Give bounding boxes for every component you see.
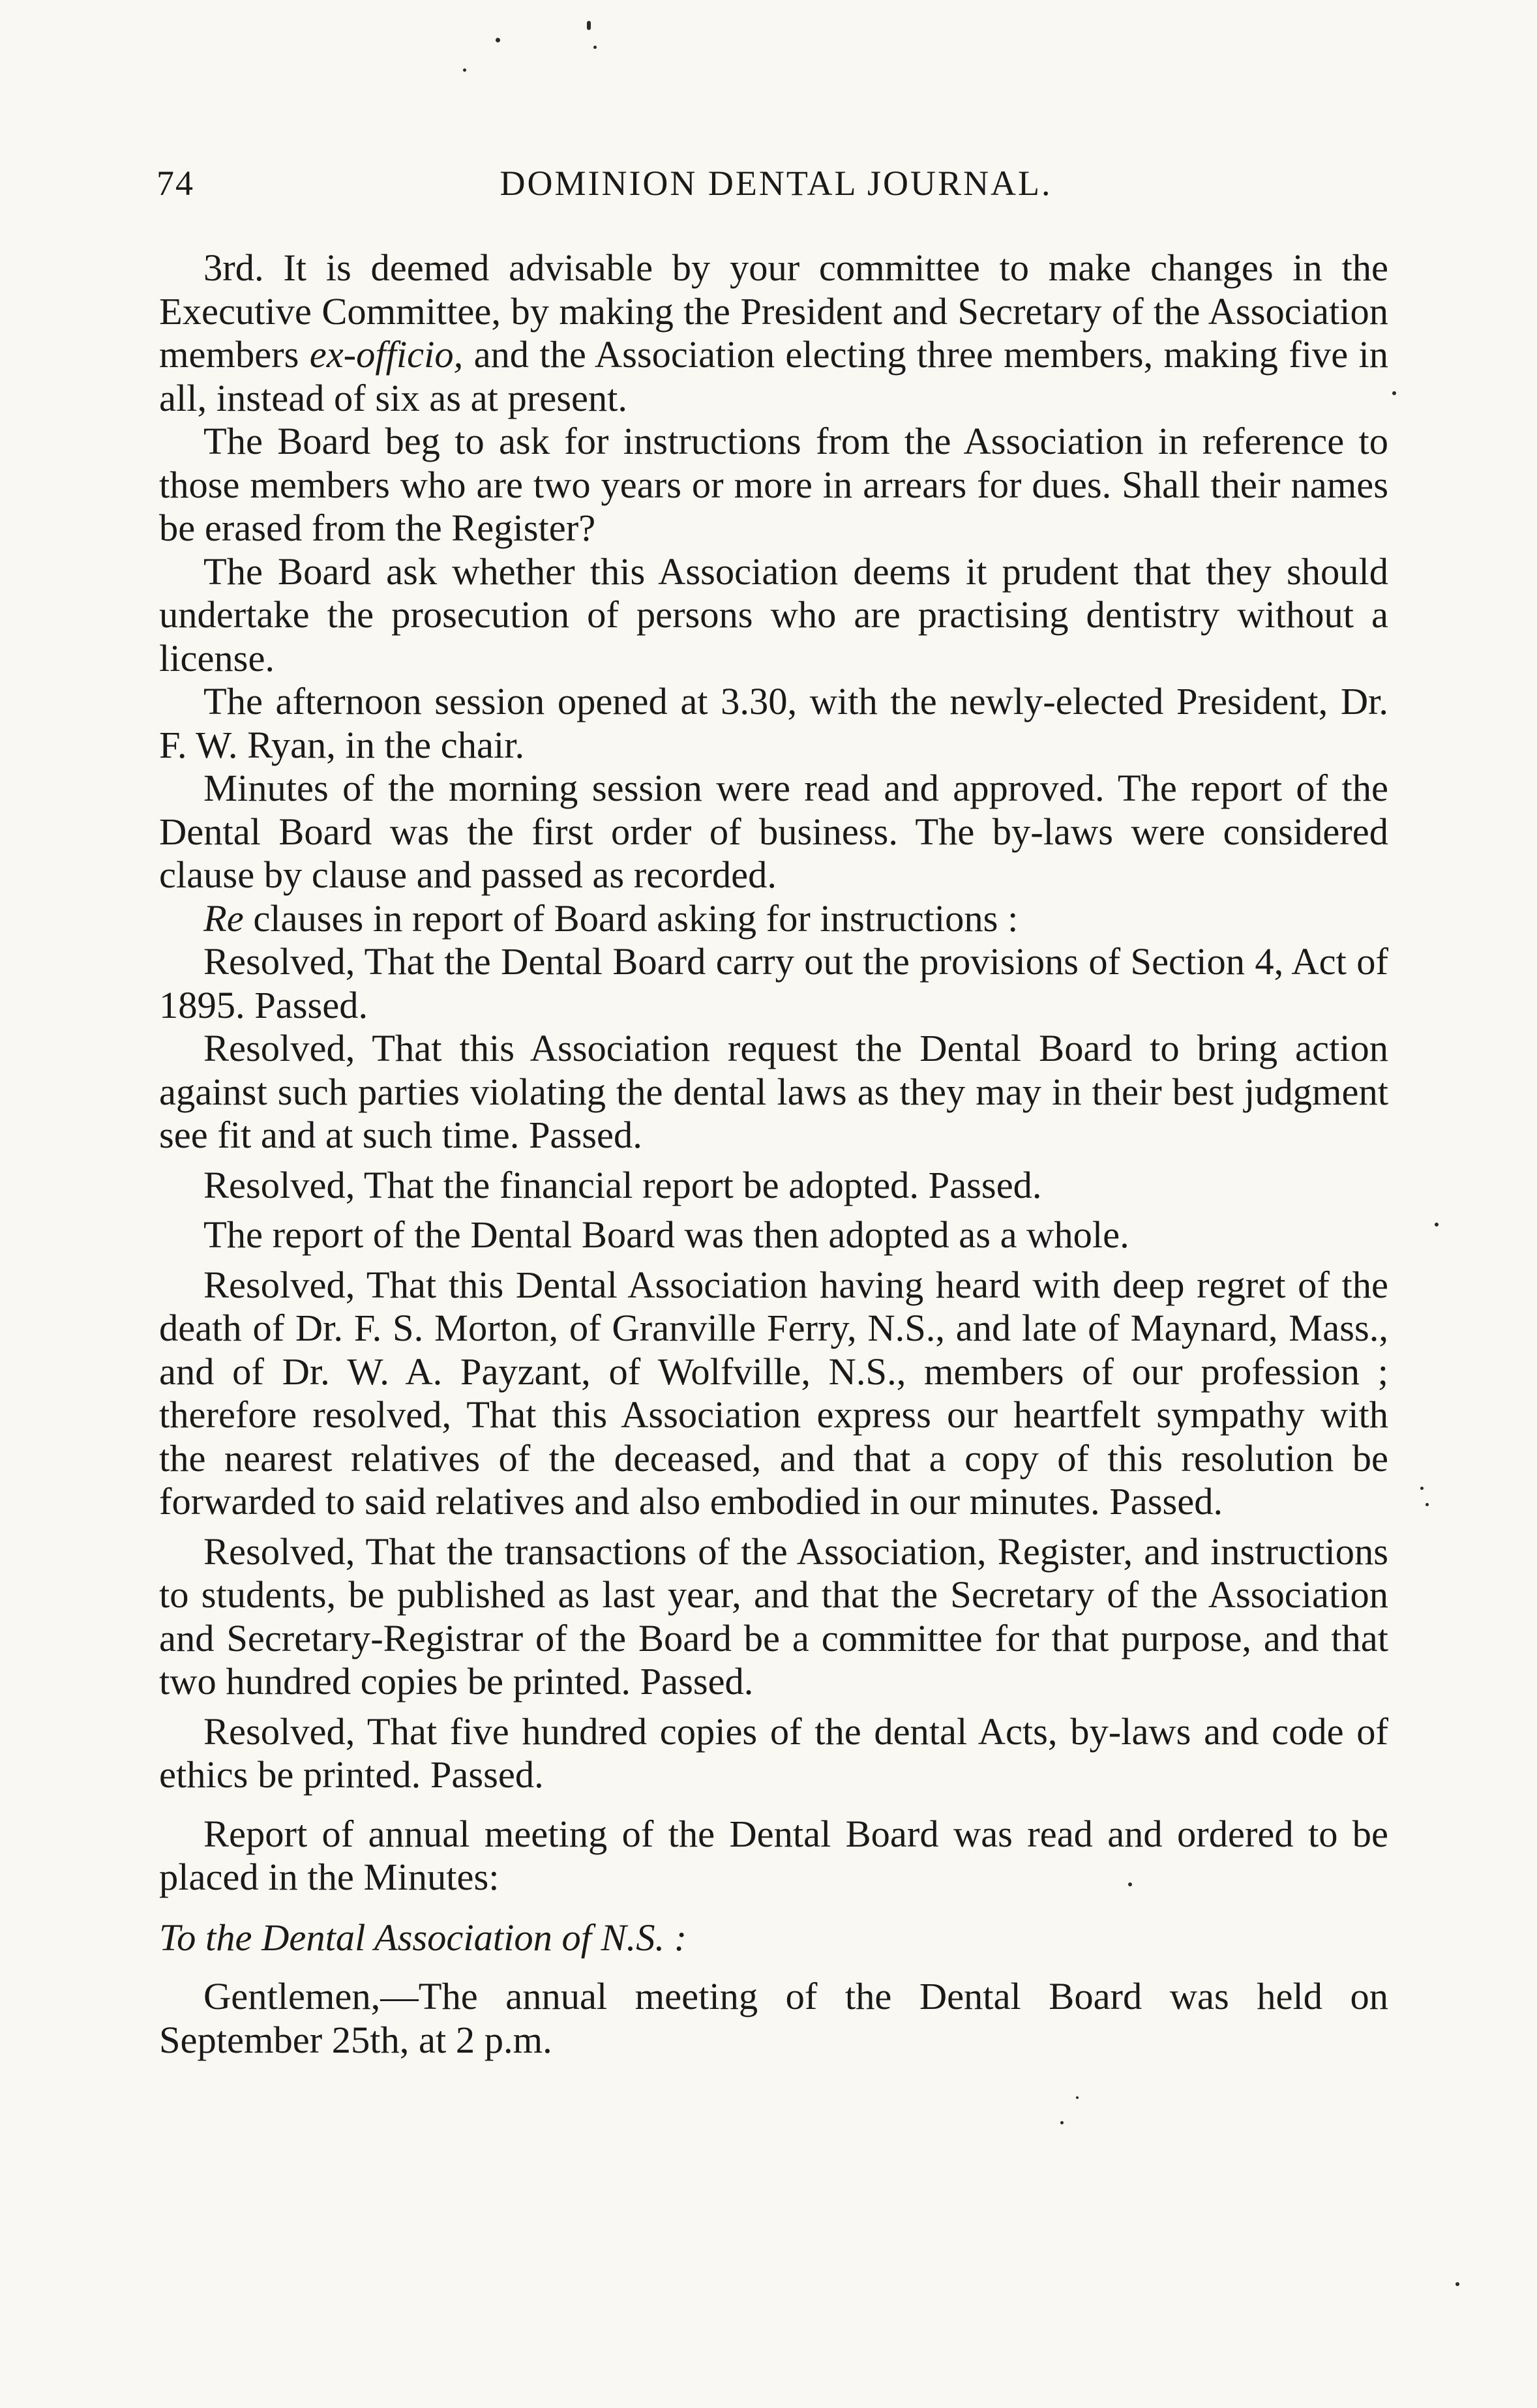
italic-term: Re <box>203 897 244 940</box>
paragraph-resolution-section4: Resolved, That the Dental Board carry out the provisions of Section 4, Act of 1895. Passed. <box>159 940 1388 1026</box>
italic-term: ex-officio, <box>309 333 464 376</box>
paragraph-minutes: Minutes of the morning session were read and approved. The report of the Dental Board was the first order of business. The by-laws were considered clause by clause and passed as recorded. <box>159 767 1388 896</box>
paragraph-text: clauses in report of Board asking for instructions : <box>243 897 1019 940</box>
paragraph-report-annual-meeting: Report of annual meeting of the Dental Board was read and ordered to be placed in the Minutes: <box>159 1812 1388 1898</box>
salutation: To the Dental Association of N.S. : <box>159 1916 687 1959</box>
page-number: 74 <box>157 164 194 203</box>
ink-speck <box>1435 1223 1439 1226</box>
paragraph-gentlemen: Gentlemen,—The annual meeting of the Dental Board was held on September 25th, at 2 p.m. <box>159 1975 1388 2061</box>
ink-speck <box>463 68 466 72</box>
running-head: DOMINION DENTAL JOURNAL. <box>500 164 1052 203</box>
paragraph-re-clauses <box>159 897 1388 941</box>
paragraph-report-adopted: The report of the Dental Board was then adopted as a whole. <box>203 1213 1129 1256</box>
ink-speck <box>587 21 591 30</box>
ink-speck <box>1455 2282 1459 2286</box>
paragraph-text: 3rd. It is deemed advisable by your committee to make changes in the Executive Committee, by making the President and Secretary of the Association members <box>159 246 1388 376</box>
page-header <box>157 163 1395 215</box>
ink-speck <box>1076 2096 1079 2099</box>
paragraph-executive-committee <box>159 246 1388 420</box>
paragraph-afternoon-session: The afternoon session opened at 3.30, with the newly-elected President, Dr. F. W. Ryan, in the chair. <box>159 680 1388 766</box>
ink-speck <box>1392 391 1396 395</box>
ink-speck <box>593 46 597 49</box>
ink-speck <box>1060 2121 1064 2124</box>
paragraph-resolution-transactions: Resolved, That the transactions of the Association, Register, and instructions to students, be published as last year, and that the Secretary of the Association and Secretary-Registrar of the Board be a committee for that purpose, and that two hundred copies be printed. Passed. <box>159 1530 1388 1702</box>
paragraph-resolution-condolence: Resolved, That this Dental Association having heard with deep regret of the death of Dr. F. S. Morton, of Granville Ferry, N.S., and late of Maynard, Mass., and of Dr. W. A. Payzant, of Wolfville, N.S., members of our profession ; therefore resolved, That this Association express our heartfelt sympathy with the nearest relatives of the deceased, and that a copy of this resolution be forwarded to said relatives and also embodied in our minutes. Passed. <box>159 1263 1388 1523</box>
paragraph-resolution-copies: Resolved, That five hundred copies of the dental Acts, by-laws and code of ethics be printed. Passed. <box>159 1710 1388 1796</box>
ink-speck <box>1128 1882 1132 1886</box>
ink-speck <box>1420 1487 1424 1490</box>
paragraph-arrears: The Board beg to ask for instructions from the Association in reference to those members who are two years or more in arrears for dues. Shall their names be erased from the Register? <box>159 420 1388 549</box>
ink-speck <box>1425 1503 1429 1506</box>
ink-speck <box>496 38 500 42</box>
paragraph-resolution-financial: Resolved, That the financial report be adopted. Passed. <box>203 1163 1042 1206</box>
body-text <box>159 246 1388 2062</box>
paragraph-prosecution: The Board ask whether this Association deems it prudent that they should undertake the prosecution of persons who are practising dentistry without a license. <box>159 550 1388 679</box>
paragraph-resolution-action: Resolved, That this Association request the Dental Board to bring action against such parties violating the dental laws as they may in their best judgment see fit and at such time. Passed. <box>159 1027 1388 1156</box>
paragraph-text: and the Association electing three members, making five in all, instead of six as at present. <box>159 333 1388 419</box>
